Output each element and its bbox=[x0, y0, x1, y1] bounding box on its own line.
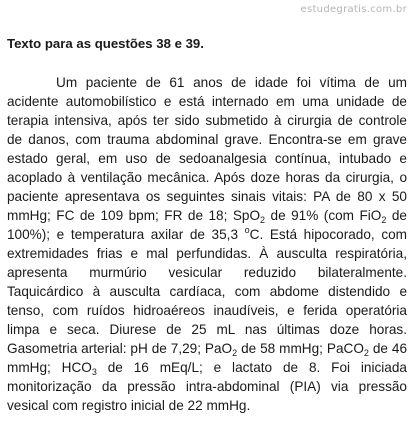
document-page bbox=[7, 36, 407, 415]
subscript: 2 bbox=[232, 348, 238, 358]
text-run: de 16 mEq/L; e lactato de 8. Foi iniciada monitorização da pressão intra-abdominal (PIA) via pressão vesical com registro inicial de 22 mmHg. bbox=[7, 360, 407, 413]
subscript: 2 bbox=[363, 348, 369, 358]
site-watermark: estudegratis.com.br bbox=[300, 4, 407, 15]
subscript: 2 bbox=[260, 215, 266, 225]
text-run: de 58 mmHg; PaCO bbox=[237, 341, 364, 356]
case-paragraph bbox=[7, 73, 407, 415]
subscript: 2 bbox=[381, 215, 387, 225]
text-run: C. Está hipocorado, com extremidades frias e mal perfundidas. À ausculta respiratória, apresenta murmúrio vesicular reduzido bilateralmente. Taquicárdico à ausculta cardíaca, com abdome distendido e tenso, com ruídos hidroaéreos inaudíveis, e ferida operatória limpa e seca. Diurese de 25 mL nas últimas doze horas. Gasometria arterial: pH de 7,29; PaO bbox=[7, 227, 407, 356]
text-run: de 100%); e temperatura axilar de 35,3 bbox=[7, 208, 407, 242]
text-run: de 91% (com FiO bbox=[265, 208, 382, 223]
text-run: de 46 mmHg; HCO bbox=[7, 341, 408, 375]
subscript: 3 bbox=[91, 367, 97, 377]
text-run: Um paciente de 61 anos de idade foi vítima de um acidente automobilístico e está internado em uma unidade de terapia intensiva, após ter sido submetido à cirurgia de controle de danos, com trauma abdominal grave. Encontra-se em grave estado geral, em uso de sedoanalgesia contínua, intubado e acoplado à ventilação mecânica. Após doze horas da cirurgia, o paciente apresentava os seguintes sinais vitais: PA de 80 x 50 mmHg; FC de 109 bpm; FR de 18; SpO bbox=[7, 75, 407, 223]
superscript: o bbox=[244, 225, 250, 235]
section-heading: Texto para as questões 38 e 39. bbox=[7, 36, 204, 51]
